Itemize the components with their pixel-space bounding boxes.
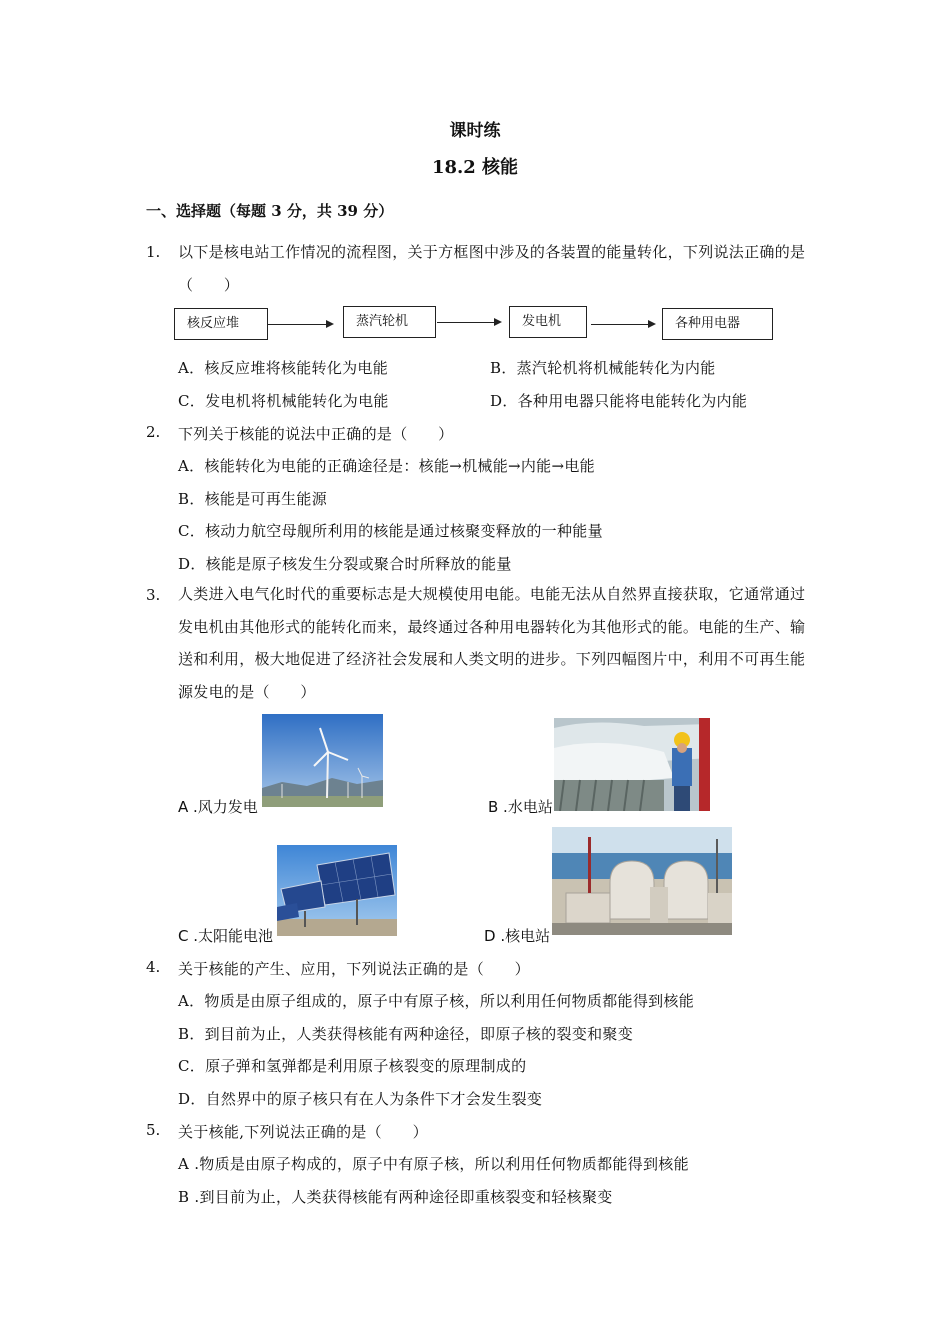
q4-option-b: B．到目前为止，人类获得核能有两种途径，即原子核的裂变和聚变 (178, 1025, 634, 1043)
q2-option-d: D．核能是原子核发生分裂或聚合时所释放的能量 (178, 555, 512, 573)
q4-text: 关于核能的产生、应用，下列说法正确的是（ ） (178, 960, 530, 978)
flow-box-reactor: 核反应堆 (174, 308, 268, 340)
q2-option-c: C．核动力航空母舰所利用的核能是通过核聚变释放的一种能量 (178, 522, 603, 540)
q2-option-a: A．核能转化为电能的正确途径是：核能→机械能→内能→电能 (178, 457, 595, 475)
nuclear-plant-photo (552, 827, 732, 935)
q3-option-b-label: B .水电站 (488, 798, 553, 816)
q1-text: 以下是核电站工作情况的流程图，关于方框图中涉及的各装置的能量转化，下列说法正确的是（ ） (178, 243, 806, 294)
solar-panel-photo (277, 845, 397, 936)
document-title: 课时练 (449, 121, 501, 141)
q4-option-a: A．物质是由原子组成的，原子中有原子核，所以利用任何物质都能得到核能 (178, 992, 695, 1010)
flow-box-appliances: 各种用电器 (662, 308, 773, 340)
q2-option-b: B．核能是可再生能源 (178, 490, 328, 508)
q1-option-b: B．蒸汽轮机将机械能转化为内能 (490, 359, 716, 377)
q3-text: 人类进入电气化时代的重要标志是大规模使用电能。电能无法从自然界直接获取，它通常通过发电机由其他形式的能转化而来，最终通过各种用电器转化为其他形式的能。电能的生产、输送和利用，极大地促进了经济社会发展和人类文明的进步。下列四幅图片中，利用不可再生能源发电的是（ ） (178, 585, 806, 701)
flow-arrow-3 (591, 324, 654, 325)
q2-number: 2. (146, 423, 161, 441)
q3-option-c-label: C .太阳能电池 (178, 927, 274, 945)
q2-text: 下列关于核能的说法中正确的是（ ） (178, 425, 454, 443)
q3-option-a-label: A .风力发电 (178, 798, 258, 816)
q4-option-c: C．原子弹和氢弹都是利用原子核裂变的原理制成的 (178, 1057, 527, 1075)
q1-option-c: C．发电机将机械能转化为电能 (178, 392, 389, 410)
q1-option-d: D．各种用电器只能将电能转化为内能 (490, 392, 748, 410)
section-heading: 一、选择题（每题 3 分，共 39 分） (146, 202, 394, 220)
q5-number: 5. (146, 1121, 161, 1139)
flow-arrow-2 (437, 322, 500, 323)
q1-option-a: A．核反应堆将核能转化为电能 (178, 359, 389, 377)
q5-text: 关于核能,下列说法正确的是（ ） (178, 1123, 428, 1141)
q3-number: 3. (146, 586, 161, 604)
flow-arrow-1 (268, 324, 332, 325)
q5-option-a: A .物质是由原子构成的，原子中有原子核，所以利用任何物质都能得到核能 (178, 1155, 689, 1173)
q1-number: 1. (146, 243, 161, 261)
flow-box-generator: 发电机 (509, 306, 587, 338)
flow-box-turbine: 蒸汽轮机 (343, 306, 436, 338)
q5-option-b: B .到目前为止，人类获得核能有两种途径即重核裂变和轻核聚变 (178, 1188, 613, 1206)
wind-turbine-photo (262, 714, 383, 807)
q4-option-d: D．自然界中的原子核只有在人为条件下才会发生裂变 (178, 1090, 543, 1108)
q3-option-d-label: D .核电站 (484, 927, 551, 945)
q4-number: 4. (146, 958, 161, 976)
document-subtitle: 18.2 核能 (431, 157, 519, 178)
hydro-dam-photo (554, 718, 710, 811)
